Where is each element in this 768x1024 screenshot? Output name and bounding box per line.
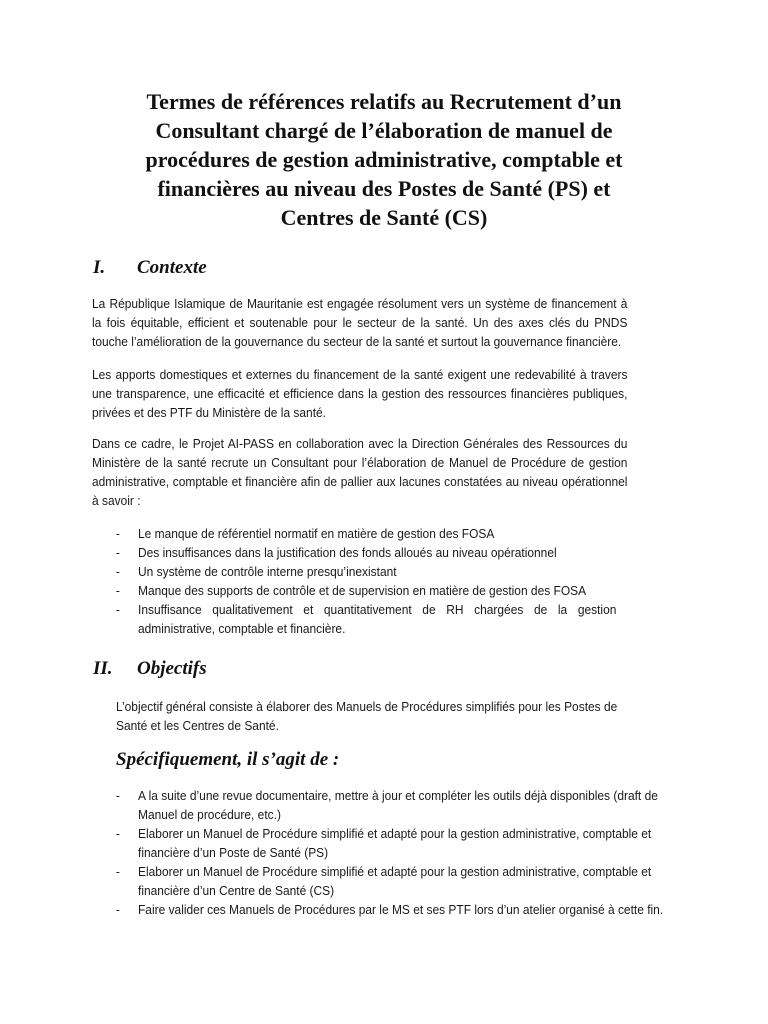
context-bullet-list [92, 524, 672, 638]
list-item: - Elaborer un Manuel de Procédure simplifié et adapté pour la gestion administrative, comptable et financière d’un Poste de Santé (PS) [115, 826, 652, 860]
section-heading-objectifs [93, 658, 207, 680]
section-heading-contexte [93, 257, 207, 279]
title-line: Centres de Santé (CS) [280, 205, 488, 230]
paragraph: Les apports domestiques et externes du financement de la santé exigent une redevabilité à travers une transparence, une efficacité et efficience dans la gestion des ressources financières publiques, privées et des PTF du Ministère de la santé. [92, 367, 628, 420]
paragraph: Dans ce cadre, le Projet AI-PASS en collaboration avec la Direction Générales des Ressources du Ministère de la santé recrute un Consultant pour l’élaboration de Manuel de Procédure de gestion administrative, comptable et financière afin de pallier aux lacunes constatées au niveau opérationnel à savoir : [92, 436, 628, 508]
list-item: - Des insuffisances dans la justification des fonds alloués au niveau opérationnel [115, 545, 557, 560]
title-line: Consultant chargé de l’élaboration de manuel de [155, 118, 613, 143]
objectives-bullet-list [92, 786, 672, 919]
list-item: - Insuffisance qualitativement et quantitativement de RH chargées de la gestion administrative, comptable et financière. [115, 602, 617, 636]
list-item: - Manque des supports de contrôle et de supervision en matière de gestion des FOSA [115, 583, 587, 598]
section-title: Contexte [137, 257, 207, 278]
section-title: Objectifs [137, 658, 207, 679]
list-item: - Le manque de référentiel normatif en matière de gestion des FOSA [115, 526, 495, 541]
section-number: II. [93, 658, 113, 679]
section-number: I. [93, 257, 106, 278]
title-line: procédures de gestion administrative, comptable et [145, 147, 623, 172]
subheading: Spécifiquement, il s’agit de : [116, 749, 340, 770]
title-line: Termes de références relatifs au Recrutement d’un [146, 89, 622, 114]
paragraph: L’objectif général consiste à élaborer des Manuels de Procédures simplifiés pour les Postes de Santé et les Centres de Santé. [116, 699, 618, 733]
list-item: - A la suite d’une revue documentaire, mettre à jour et compléter les outils déjà disponibles (draft de Manuel de procédure, etc.) [115, 788, 658, 822]
document-title [70, 87, 698, 232]
title-line: financières au niveau des Postes de Santé (PS) et [157, 176, 611, 201]
list-item: - Faire valider ces Manuels de Procédures par le MS et ses PTF lors d’un atelier organisé à cette fin. [115, 902, 664, 917]
list-item: - Elaborer un Manuel de Procédure simplifié et adapté pour la gestion administrative, comptable et financière d’un Centre de Santé (CS) [115, 864, 652, 898]
list-item: - Un système de contrôle interne presqu’inexistant [115, 564, 397, 579]
paragraph: La République Islamique de Mauritanie est engagée résolument vers un système de financement à la fois équitable, efficient et soutenable pour le secteur de la santé. Un des axes clés du PNDS touche l’amélioration de la gouvernance du secteur de la santé et surtout la gouvernance financière. [92, 296, 628, 349]
